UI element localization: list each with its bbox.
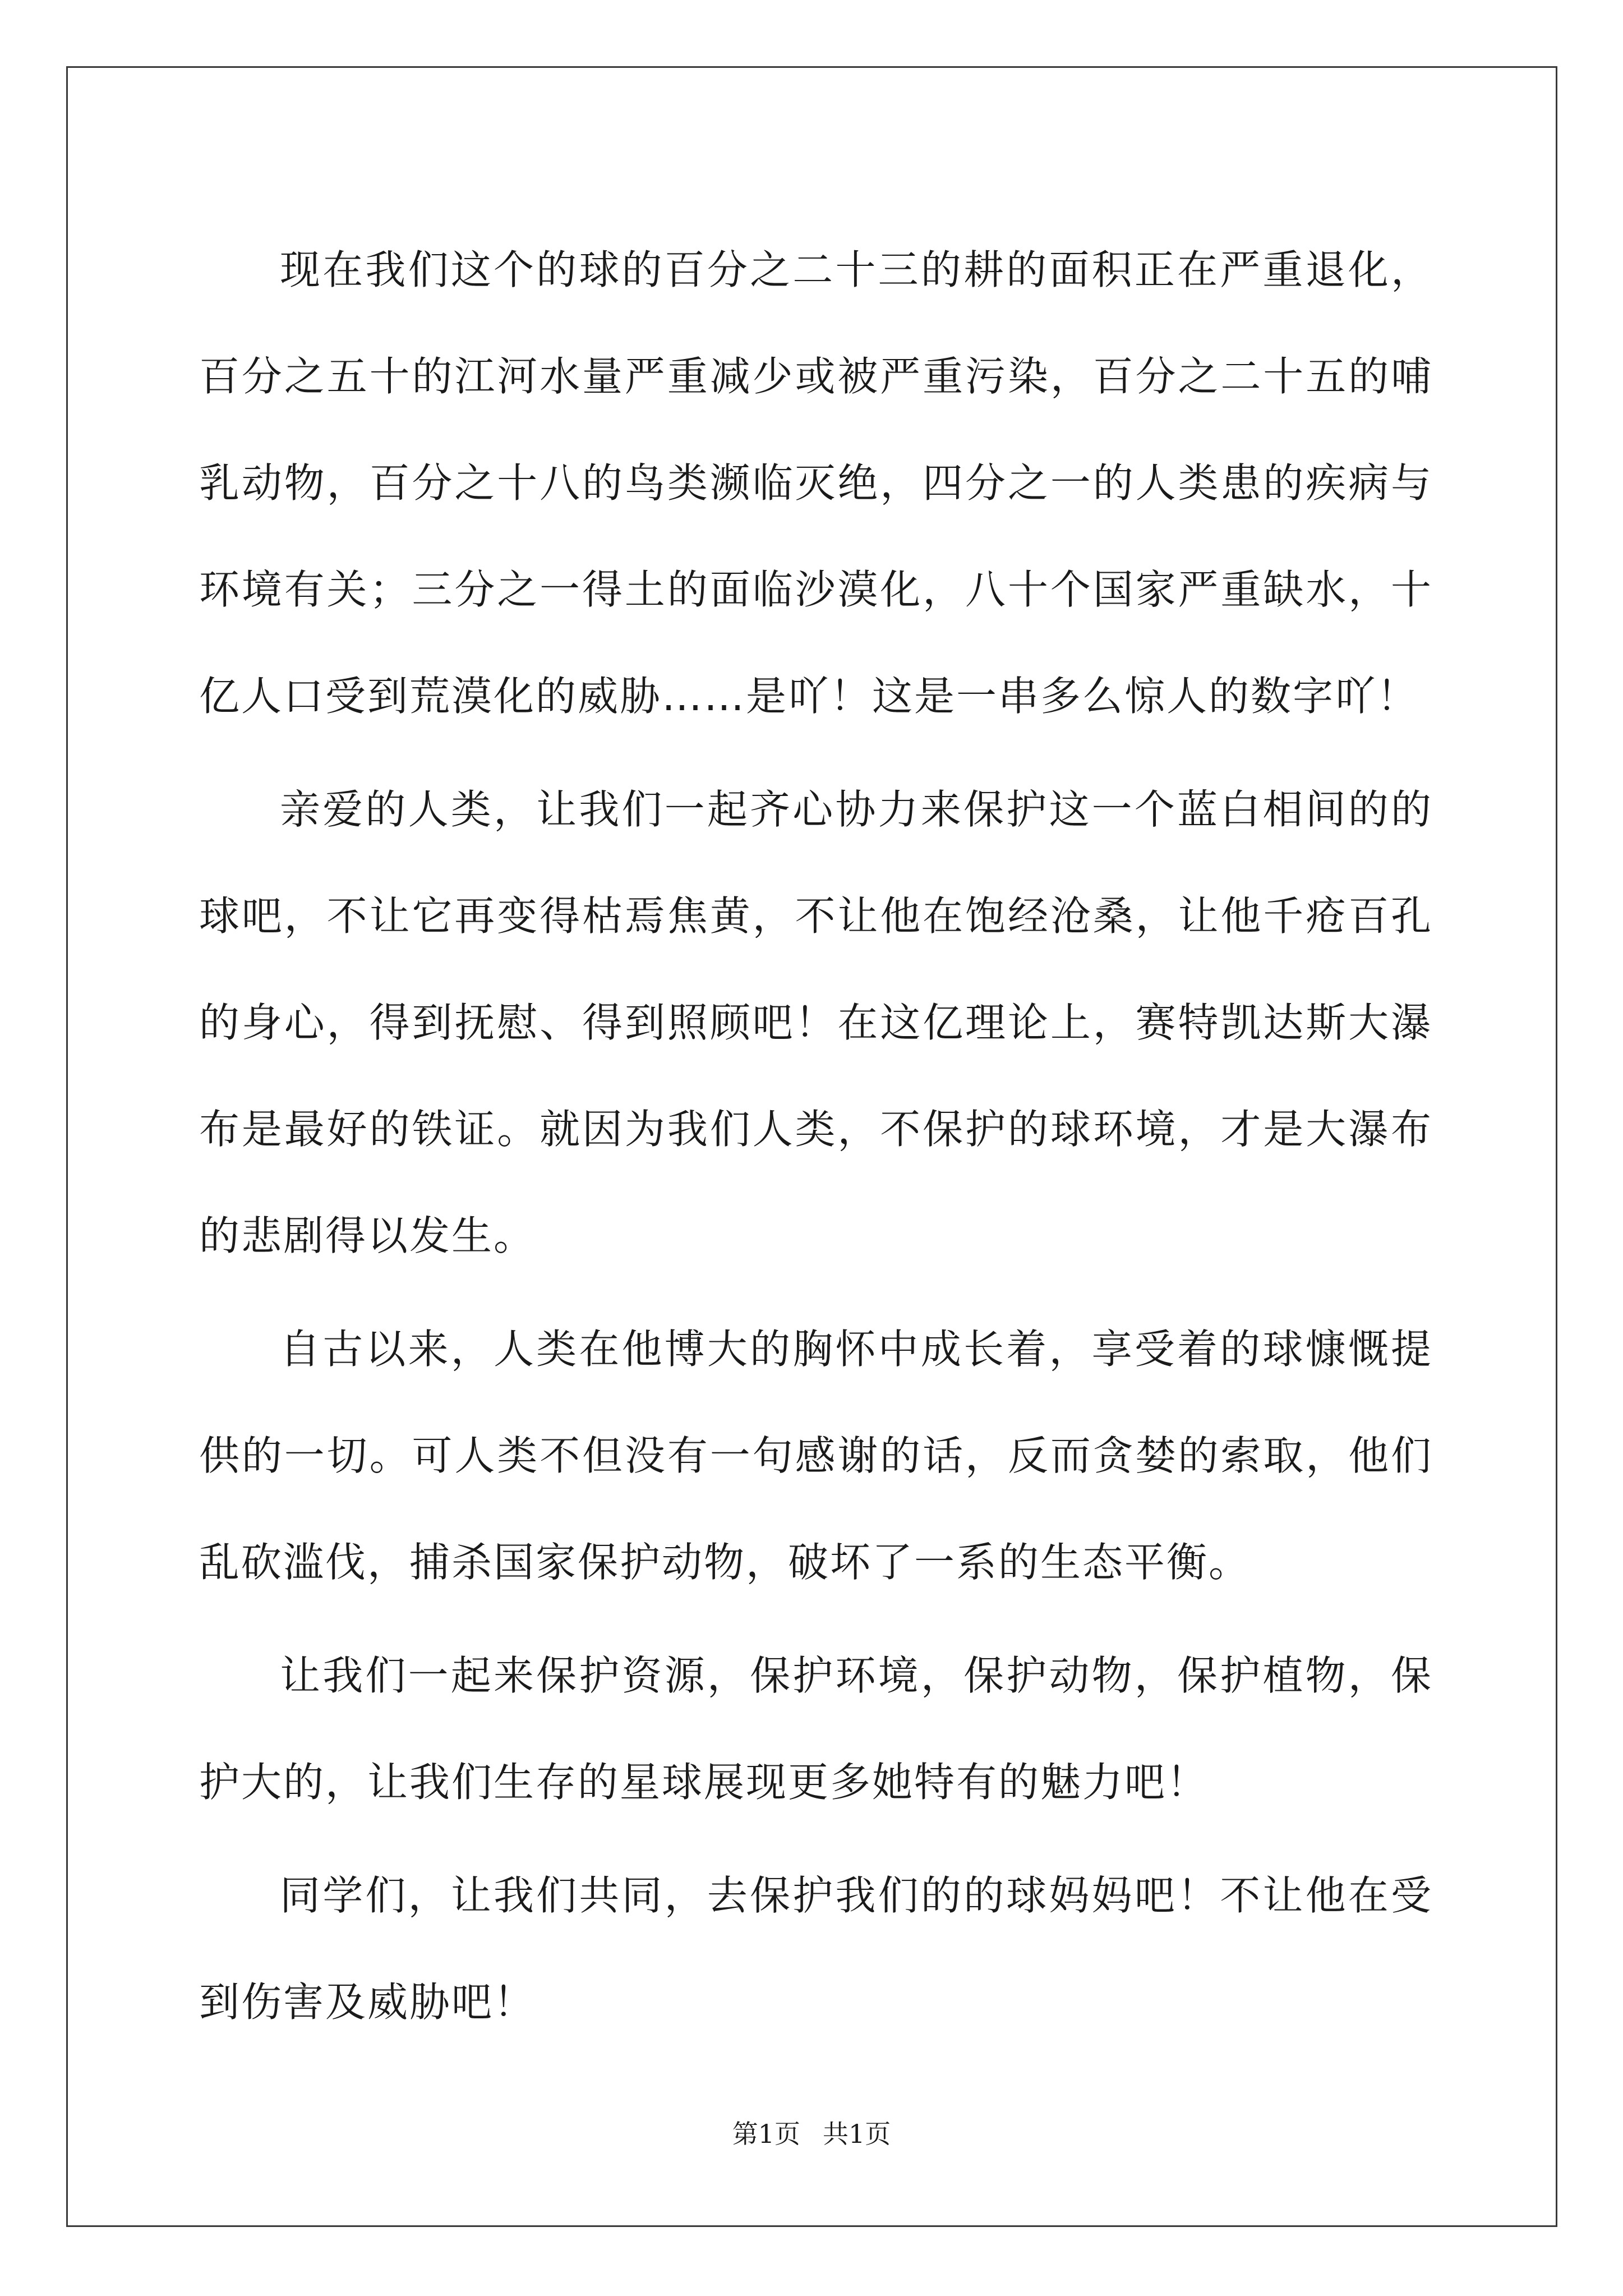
document-body — [199, 217, 1433, 2062]
paragraph-5: 同学们，让我们共同，去保护我们的的球妈妈吧！不让他在受到伤害及威胁吧！ — [199, 1872, 1433, 2026]
paragraph-3: 自古以来，人类在他博大的胸怀中成长着，享受着的球慷慨提供的一切。可人类不但没有一句感谢的话，反而贪婪的索取，他们乱砍滥伐，捕杀国家保护动物，破坏了一系的生态平衡。 — [199, 1326, 1433, 1586]
paragraph-1: 现在我们这个的球的百分之二十三的耕的面积正在严重退化，百分之五十的江河水量严重减少或被严重污染，百分之二十五的哺乳动物，百分之十八的鸟类濒临灭绝，四分之一的人类患的疾病与环境有关；三分之一得土的面临沙漠化，八十个国家严重缺水，十亿人口受到荒漠化的威胁……是吖！这是一串多么惊人的数字吖！ — [199, 246, 1433, 720]
paragraph-4: 让我们一起来保护资源，保护环境，保护动物，保护植物，保护大的，让我们生存的星球展现更多她特有的魅力吧！ — [199, 1652, 1433, 1806]
paragraph-2: 亲爱的人类，让我们一起齐心协力来保护这一个蓝白相间的的球吧，不让它再变得枯焉焦黄，不让他在饱经沧桑，让他千疮百孔的身心，得到抚慰、得到照顾吧！在这亿理论上，赛特凯达斯大瀑布是最好的铁证。就因为我们人类，不保护的球环境，才是大瀑布的悲剧得以发生。 — [199, 786, 1433, 1259]
page-footer — [0, 2114, 1623, 2151]
page-total: 共1页 — [823, 2119, 891, 2149]
page-number: 第1页 — [732, 2119, 800, 2149]
